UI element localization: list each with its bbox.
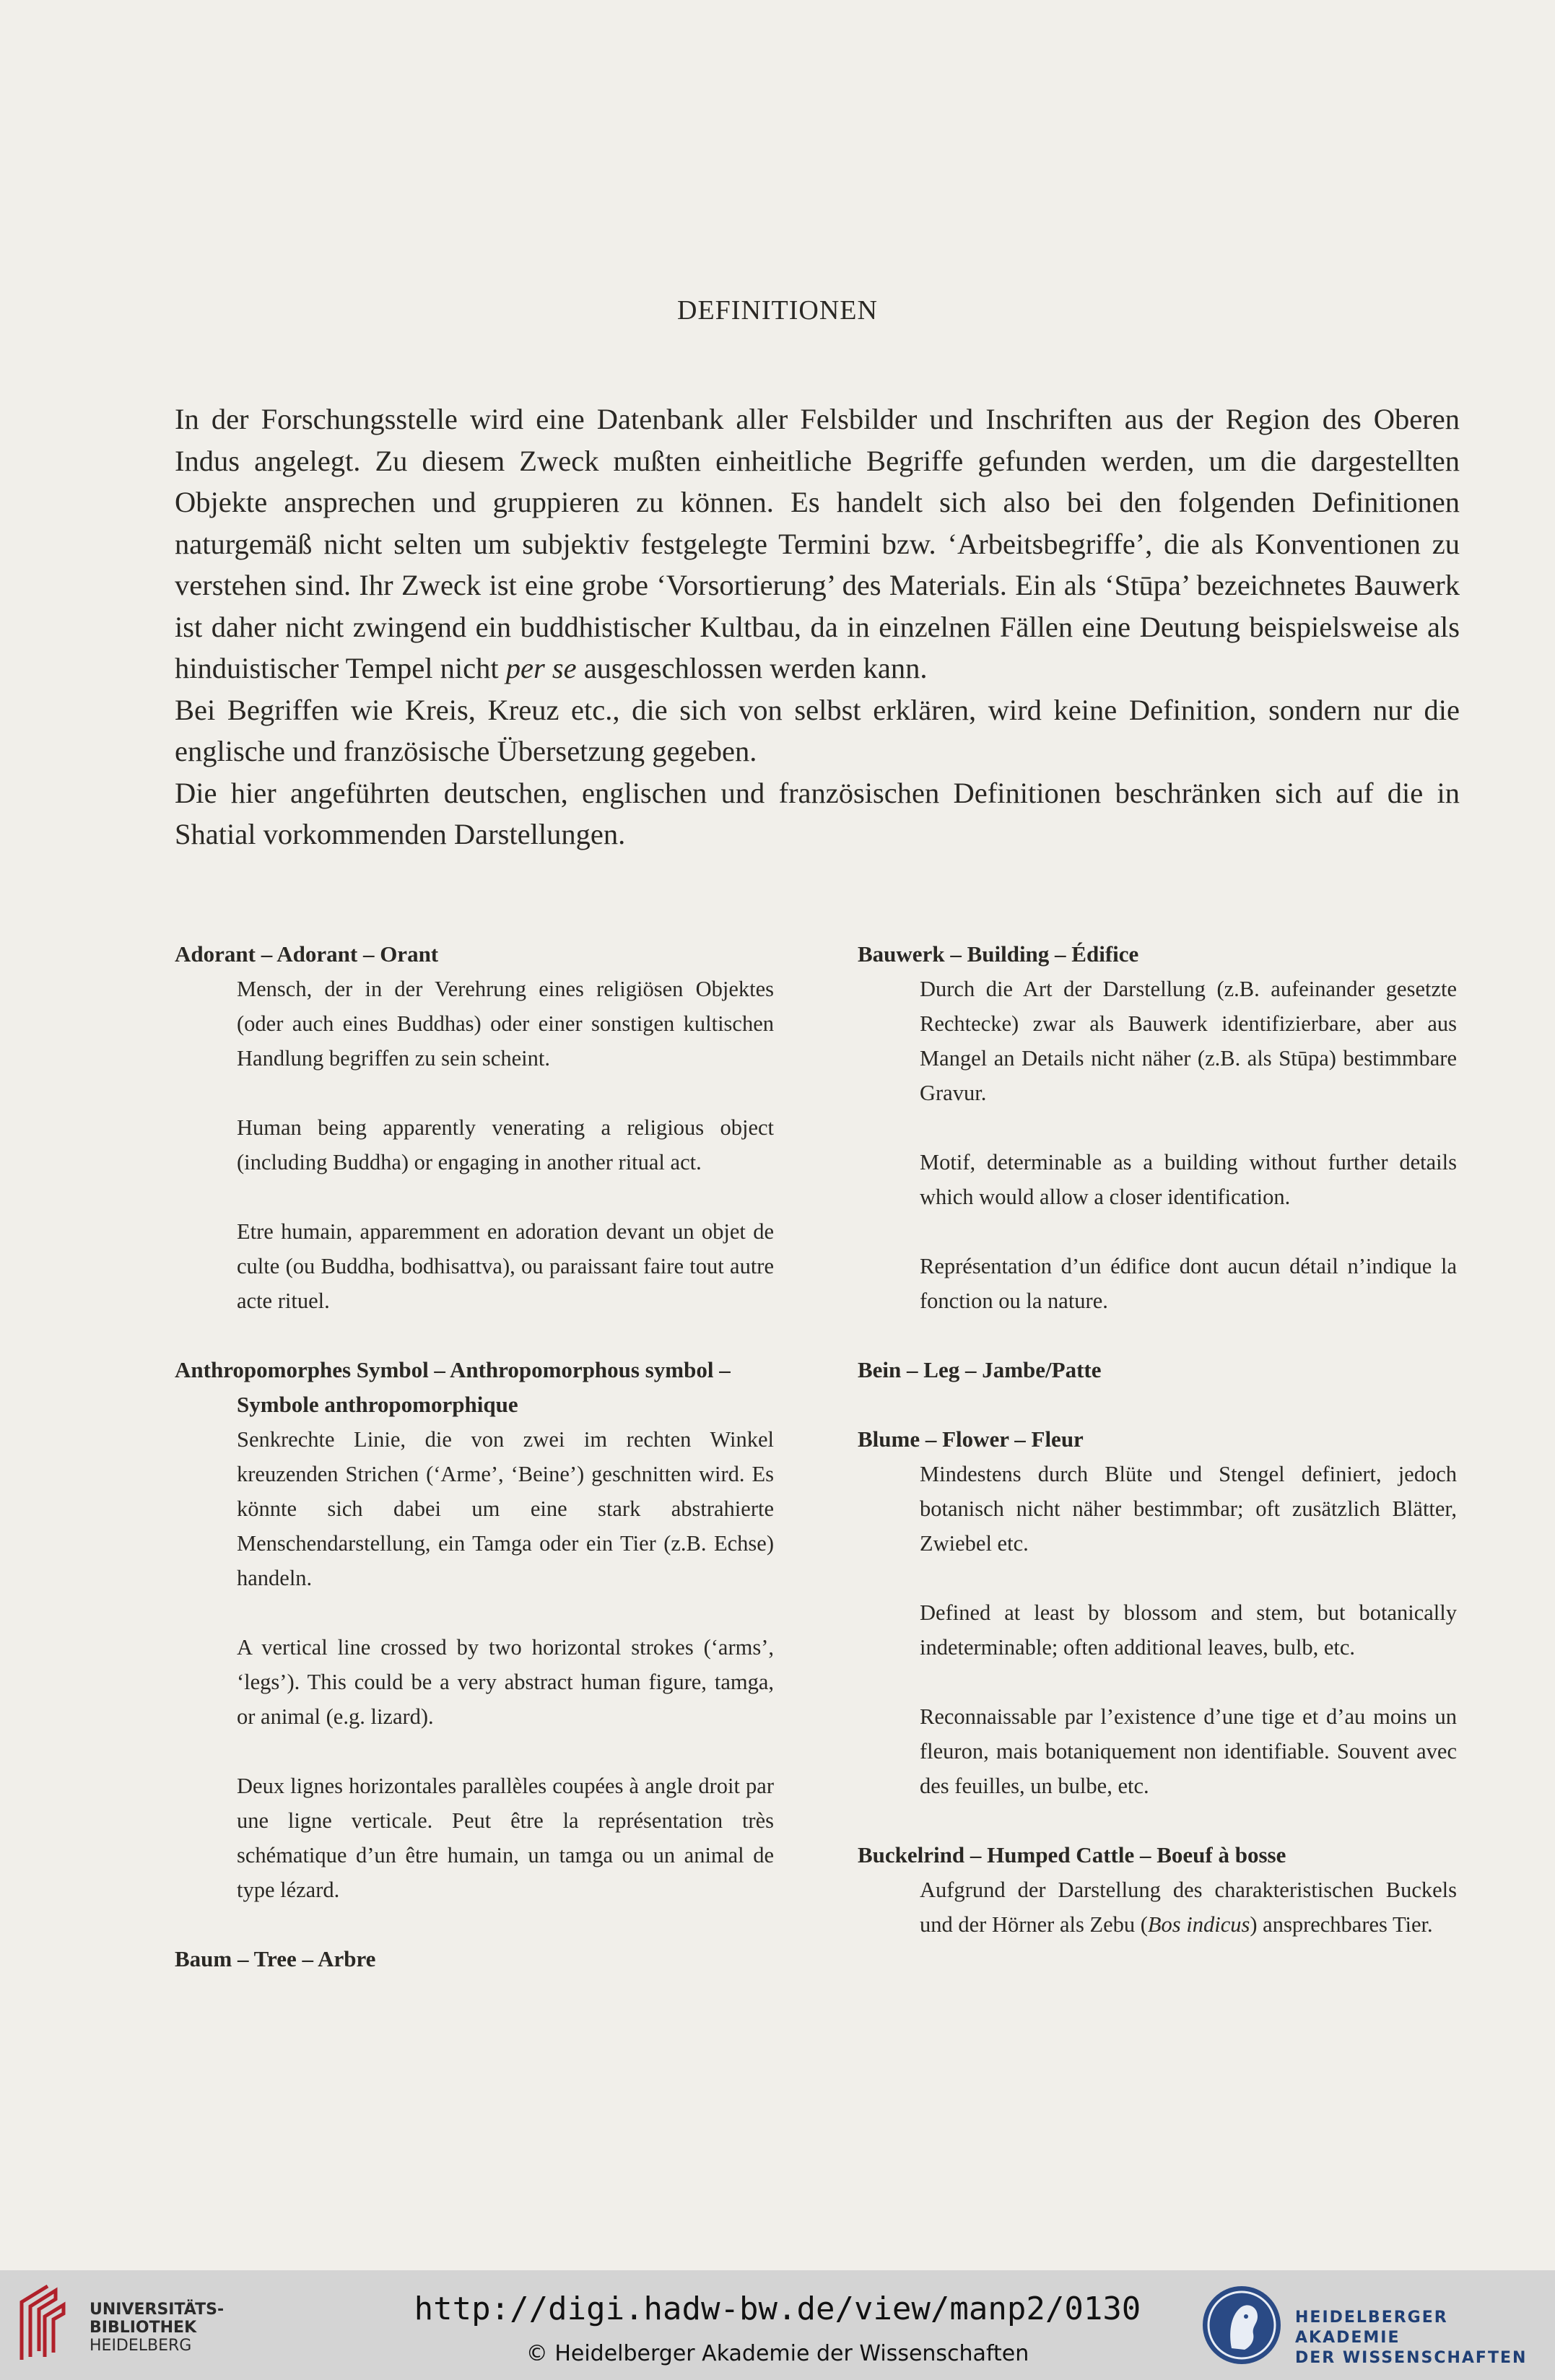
academy-line-1: HEIDELBERGER AKADEMIE: [1295, 2309, 1448, 2347]
entry-buckelrind: [858, 1838, 1457, 1942]
definition-en: Human being apparently venerating a religious object (including Buddha) or engaging in another ritual act.: [237, 1115, 774, 1174]
entry-bein: [858, 1353, 1457, 1387]
entry-heading: Buckelrind – Humped Cattle – Boeuf à bosse: [858, 1842, 1286, 1867]
entry-heading: Anthropomorphes Symbol – Anthropomorphous symbol –: [175, 1357, 731, 1382]
ub-line-3: HEIDELBERG: [90, 2337, 192, 2355]
definition-fr: Etre humain, apparemment en adoration devant un objet de culte (ou Buddha, bodhisattva), ou paraissant faire tout autre acte rituel.: [237, 1219, 774, 1313]
academy-name: [1295, 2308, 1555, 2368]
academy-line-2: DER WISSENSCHAFTEN: [1295, 2349, 1528, 2367]
footer-bar: [0, 2270, 1555, 2380]
definition-de: Mindestens durch Blüte und Stengel definiert, jedoch botanisch nicht näher bestimmbar; oft zusätzlich Blätter, Zwiebel etc.: [920, 1462, 1457, 1556]
entry-heading: Bein – Leg – Jambe/Patte: [858, 1357, 1102, 1382]
intro-p1-part-a: In der Forschungsstelle wird eine Datenbank aller Felsbilder und Inschriften aus der Region des Oberen Indus angelegt. Zu diesem Zweck mußten einheitliche Begriffe gefunden werden, um die dargestellten Objekte ansprechen und gruppieren zu können. Es handelt sich also bei den folgenden Definitionen naturgemäß nicht selten um subjektiv festgelegte Termini bzw. ‘Arbeitsbegriffe’, die als Konventionen zu verstehen sind. Ihr Zweck ist eine grobe ‘Vorsortierung’ des Materials. Ein als ‘Stūpa’ bezeichnetes Bauwerk ist daher nicht zwingend ein buddhistischer Kultbau, da in einzelnen Fällen eine Deutung beispielsweise als hinduistischer Tempel nicht: [175, 403, 1460, 684]
definition-de: Mensch, der in der Verehrung eines religiösen Objektes (oder auch eines Buddhas) oder einer sonstigen kultischen Handlung begriffen zu sein scheint.: [237, 977, 774, 1071]
definition-de-italic: Bos indicus: [1147, 1912, 1250, 1937]
source-url-link[interactable]: http://digi.hadw-bw.de/view/manp2/0130: [414, 2290, 1141, 2327]
entry-heading: Adorant – Adorant – Orant: [175, 941, 439, 967]
intro-paragraph-3: Die hier angeführten deutschen, englischen und französischen Definitionen beschränken sich auf die in Shatial vorkommenden Darstellungen.: [175, 776, 1460, 850]
intro-p1-italic: per se: [505, 652, 577, 684]
copyright-notice: © Heidelberger Akademie der Wissenschaften: [526, 2341, 1029, 2366]
academy-seal-icon: [1200, 2283, 1284, 2367]
entry-heading: Bauwerk – Building – Édifice: [858, 941, 1139, 967]
definition-en: A vertical line crossed by two horizontal strokes (‘arms’, ‘legs’). This could be a very abstract human figure, tamga, or animal (e.g. lizard).: [237, 1635, 774, 1729]
definition-en: Defined at least by blossom and stem, but botanically indeterminable; often additional leaves, bulb, etc.: [920, 1600, 1457, 1660]
intro-p1-part-b: ausgeschlossen werden kann.: [576, 652, 928, 684]
definition-fr: Deux lignes horizontales parallèles coupées à angle droit par une ligne verticale. Peut être la représentation très schématique d’un être humain, un tamga ou un animal de type lézard.: [237, 1774, 774, 1902]
entry-heading-continuation: Symbole anthropomorphique: [237, 1392, 518, 1417]
entry-heading: Baum – Tree – Arbre: [175, 1946, 376, 1971]
definition-fr: Représentation d’un édifice dont aucun détail n’indique la fonction ou la nature.: [920, 1254, 1457, 1313]
intro-text: [175, 398, 1460, 855]
intro-paragraph-2: Bei Begriffen wie Kreis, Kreuz etc., die sich von selbst erklären, wird keine Definition, sondern nur die englische und französische Übersetzung gegeben.: [175, 693, 1460, 767]
definition-de-part-a: Aufgrund der Darstellung des charakteristischen Buckels und der Hörner als Zebu (: [920, 1878, 1457, 1937]
definition-de-part-b: ) ansprechbares Tier.: [1250, 1912, 1433, 1937]
definition-fr: Reconnaissable par l’existence d’une tige et d’au moins un fleuron, mais botaniquement non identifiable. Souvent avec des feuilles, un bulbe, etc.: [920, 1704, 1457, 1798]
entry-adorant: [175, 937, 774, 1318]
entry-blume: [858, 1422, 1457, 1803]
page-title: DEFINITIONEN: [677, 295, 878, 326]
entry-anthropomorphes-symbol: [175, 1353, 774, 1907]
ub-line-2: BIBLIOTHEK: [90, 2319, 197, 2337]
ub-line-1: UNIVERSITÄTS-: [90, 2301, 225, 2319]
intro-paragraph-1: [175, 398, 1460, 689]
definition-de: [858, 1873, 1457, 1942]
entry-baum: [175, 1942, 774, 1976]
right-column: [858, 937, 1457, 1942]
definition-de: Durch die Art der Darstellung (z.B. aufeinander gesetzte Rechtecke) zwar als Bauwerk identifizierbare, aber aus Mangel an Details nicht näher (z.B. als Stūpa) bestimmbare Gravur.: [920, 977, 1457, 1105]
entry-bauwerk: [858, 937, 1457, 1318]
entry-heading: Blume – Flower – Fleur: [858, 1426, 1084, 1452]
definition-en: Motif, determinable as a building without further details which would allow a closer identification.: [920, 1150, 1457, 1209]
left-column: [175, 937, 774, 1976]
definition-de: Senkrechte Linie, die von zwei im rechten Winkel kreuzenden Strichen (‘Arme’, ‘Beine’) geschnitten wird. Es könnte sich dabei um eine stark abstrahierte Menschendarstellung, ein Tamga oder ein Tier (z.B. Echse) handeln.: [237, 1427, 774, 1590]
